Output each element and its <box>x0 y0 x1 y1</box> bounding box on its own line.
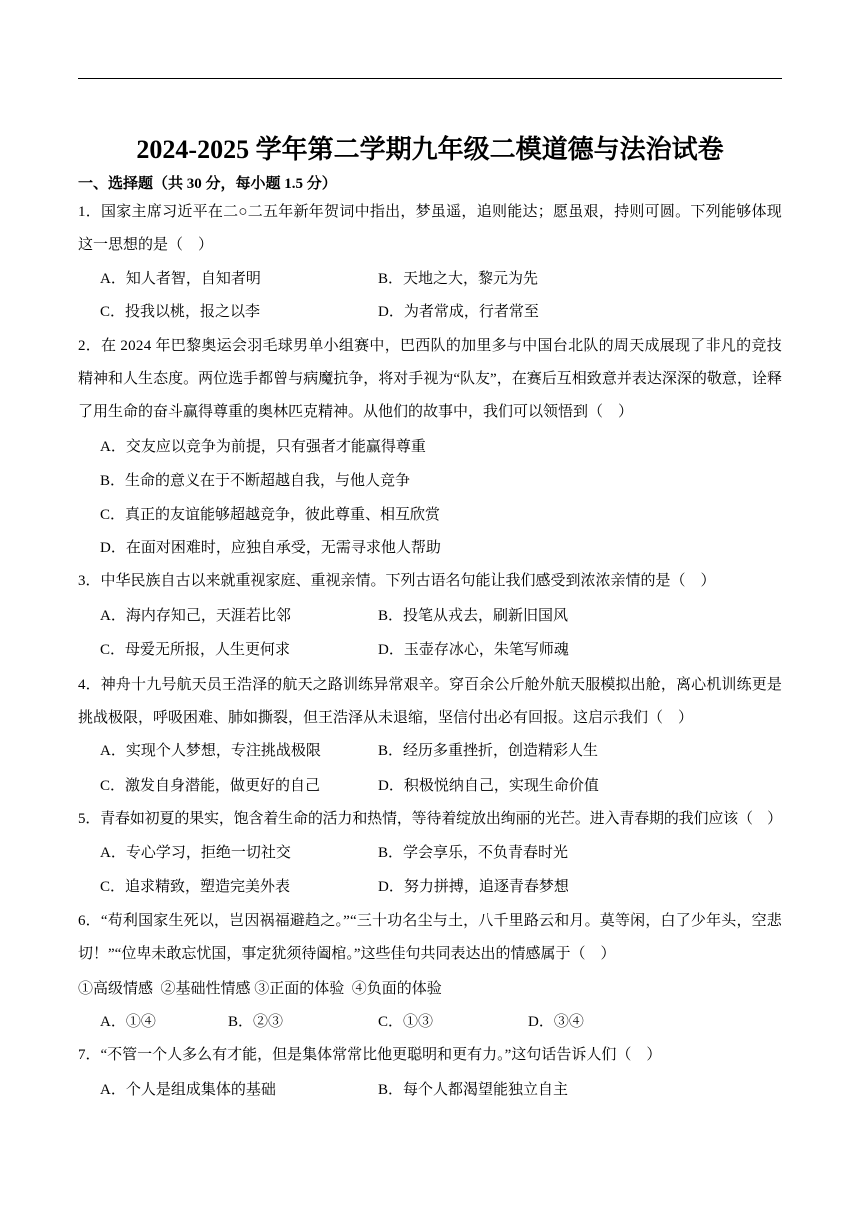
question-4-line-1: 4．神舟十九号航天员王浩泽的航天之路训练异常艰辛。穿百余公斤舱外航天服模拟出舱，离心机训练更是 <box>78 677 782 693</box>
question-6-option-b: B．②③ <box>228 1014 284 1030</box>
question-7-option-a: A．个人是组成集体的基础 <box>100 1082 276 1098</box>
question-3-option-d: D．玉壶存冰心，朱笔写师魂 <box>378 642 569 658</box>
question-1-line-1: 1．国家主席习近平在二○二五年新年贺词中指出，梦虽遥，追则能达；愿虽艰，持则可圆。下列能够体现 <box>78 204 782 220</box>
question-1-option-a: A．知人者智，自知者明 <box>100 271 261 287</box>
question-1-line-2: 这一思想的是（ ） <box>78 237 214 253</box>
question-2-option-c: C．真正的友谊能够超越竞争，彼此尊重、相互欣赏 <box>100 507 441 523</box>
question-5-option-d: D．努力拼搏，追逐青春梦想 <box>378 879 569 895</box>
question-5-line-1: 5．青春如初夏的果实，饱含着生命的活力和热情，等待着绽放出绚丽的光芒。进入青春期的我们应该（ ） <box>78 811 782 827</box>
question-6-option-d: D．③④ <box>528 1014 584 1030</box>
question-3-line-1: 3．中华民族自古以来就重视家庭、重视亲情。下列古语名句能让我们感受到浓浓亲情的是（ ） <box>78 573 716 589</box>
question-2-line-2: 精神和人生态度。两位选手都曾与病魔抗争，将对手视为“队友”，在赛后互相致意并表达深深的敬意，诠释 <box>78 371 782 387</box>
question-7-line-1: 7．“不管一个人多么有才能，但是集体常常比他更聪明和更有力。”这句话告诉人们（ ） <box>78 1047 662 1063</box>
question-6-line-1: 6．“苟利国家生死以，岂因祸福避趋之。”“三十功名尘与土，八千里路云和月。莫等闲，白了少年头，空悲 <box>78 913 782 929</box>
document-title: 2024-2025 学年第二学期九年级二模道德与法治试卷 <box>136 135 724 164</box>
question-3-option-c: C．母爱无所报，人生更何求 <box>100 642 291 658</box>
section-heading: 一、选择题（共 30 分，每小题 1.5 分） <box>78 176 337 192</box>
question-4-option-a: A．实现个人梦想，专注挑战极限 <box>100 743 321 759</box>
question-1-option-b: B．天地之大，黎元为先 <box>378 271 539 287</box>
header-rule <box>78 78 782 79</box>
question-1-option-d: D．为者常成，行者常至 <box>378 304 539 320</box>
question-3-option-b: B．投笔从戎去，刷新旧国风 <box>378 608 569 624</box>
question-7-option-b: B．每个人都渴望能独立自主 <box>378 1082 569 1098</box>
question-1-option-c: C．投我以桃，报之以李 <box>100 304 261 320</box>
question-2-option-d: D．在面对困难时，应独自承受，无需寻求他人帮助 <box>100 540 441 556</box>
question-4-option-c: C．激发自身潜能，做更好的自己 <box>100 778 321 794</box>
question-5-option-c: C．追求精致，塑造完美外表 <box>100 879 291 895</box>
question-6-line-2: 切！”“位卑未敢忘忧国，事定犹须待阖棺。”这些佳句共同表达出的情感属于（ ） <box>78 946 616 962</box>
question-2-line-1: 2．在 2024 年巴黎奥运会羽毛球男单小组赛中，巴西队的加里多与中国台北队的周天成展现了非凡的竞技 <box>78 338 782 354</box>
question-2-option-a: A．交友应以竞争为前提，只有强者才能赢得尊重 <box>100 439 426 455</box>
question-5-option-a: A．专心学习，拒绝一切社交 <box>100 845 291 861</box>
question-5-option-b: B．学会享乐，不负青春时光 <box>378 845 569 861</box>
question-2-option-b: B．生命的意义在于不断超越自我，与他人竞争 <box>100 473 411 489</box>
question-4-option-b: B．经历多重挫折，创造精彩人生 <box>378 743 599 759</box>
question-3-option-a: A．海内存知己，天涯若比邻 <box>100 608 291 624</box>
question-4-line-2: 挑战极限，呼吸困难、肺如撕裂，但王浩泽从未退缩，坚信付出必有回报。这启示我们（ ） <box>78 710 694 726</box>
question-2-line-3: 了用生命的奋斗赢得尊重的奥林匹克精神。从他们的故事中，我们可以领悟到（ ） <box>78 404 634 420</box>
question-6-option-c: C．①③ <box>378 1014 434 1030</box>
question-6-statements: ①高级情感 ②基础性情感 ③正面的体验 ④负面的体验 <box>78 981 442 997</box>
question-4-option-d: D．积极悦纳自己，实现生命价值 <box>378 778 599 794</box>
question-6-option-a: A．①④ <box>100 1014 156 1030</box>
